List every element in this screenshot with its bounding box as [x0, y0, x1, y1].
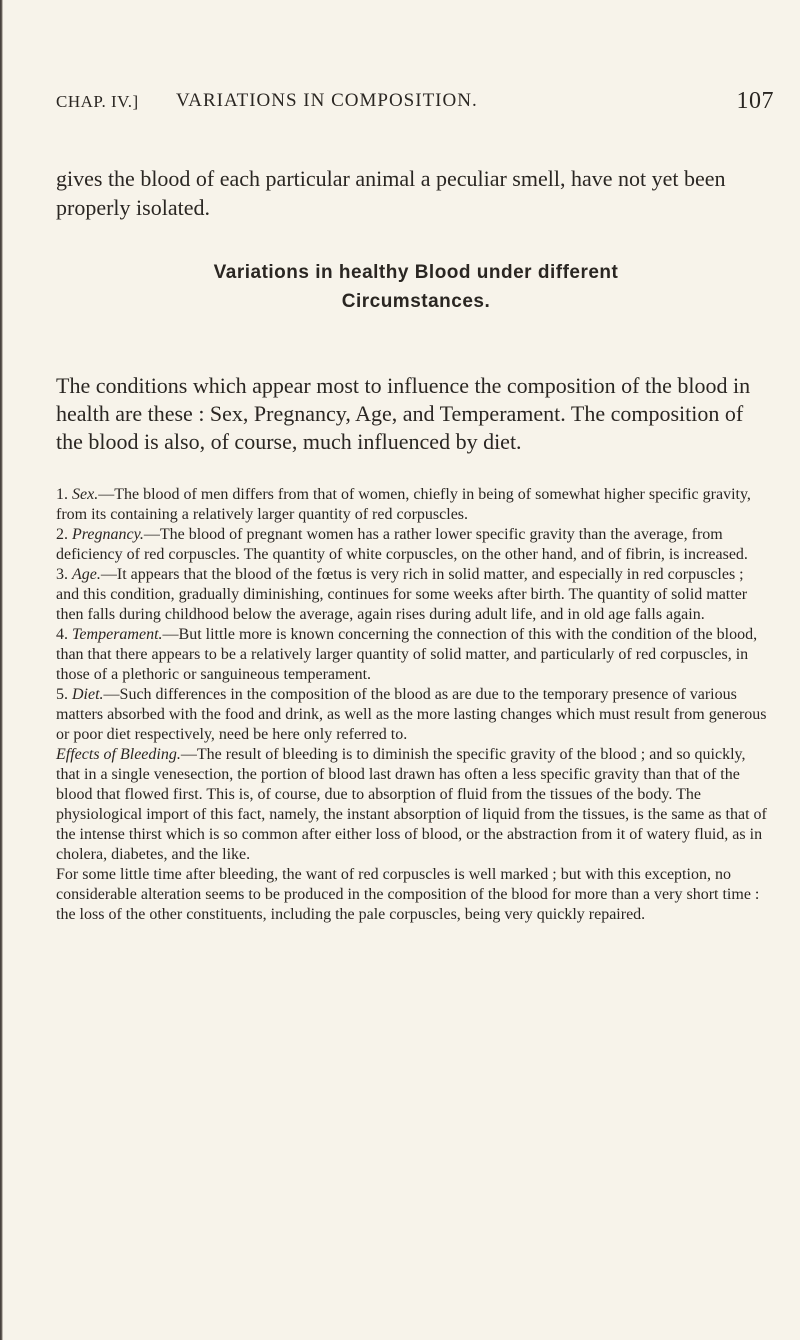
- item-heading: Pregnancy.: [72, 526, 144, 543]
- item-text: —The blood of pregnant women has a rather lower specific gravity than the average, from deficiency of red corpuscles. The quantity of white corpuscles, on the other hand, and of fibrin, is increased.: [56, 526, 748, 563]
- item-text: For some little time after bleeding, the want of red corpuscles is well marked ; but with this exception, no considerable alteration seems to be produced in the composition of the blood for more than a very short time : the loss of the other constituents, including the pale corpuscles, being very quickly repaired.: [56, 866, 760, 923]
- list-item: [56, 625, 770, 685]
- section-heading-line-2: Circumstances.: [341, 291, 491, 312]
- list-item: [56, 685, 770, 745]
- item-heading: Sex.: [72, 486, 99, 503]
- item-text: —The result of bleeding is to diminish the specific gravity of the blood ; and so quickly, that in a single venesection, the portion of blood last drawn has often a less specific gravity than that of the blood that flowed first. This is, of course, due to absorption of fluid from the tissues of the body. The physiological import of this fact, namely, the instant absorption of liquid from the tissues, is the same as that of the intense thirst which is so common after either loss of blood, or the abstraction from it of watery fluid, as in cholera, diabetes, and the like.: [56, 746, 767, 863]
- item-heading: Age.: [72, 566, 101, 583]
- section-heading-line-1: Variations in healthy Blood under different: [213, 262, 619, 283]
- running-head: [56, 40, 776, 114]
- running-title: VARIATIONS IN COMPOSITION.: [176, 90, 478, 111]
- list-item: [56, 865, 770, 925]
- list-item: [56, 565, 770, 625]
- intro-paragraph: gives the blood of each particular animal a peculiar smell, have not yet been properly isolated.: [56, 166, 726, 220]
- list-item: [56, 525, 770, 565]
- page-edge: [0, 0, 3, 1340]
- section-heading: [56, 258, 776, 316]
- item-number: 1.: [56, 486, 68, 503]
- chapter-label: CHAP. IV.]: [56, 92, 139, 111]
- item-number: 5.: [56, 686, 68, 703]
- page-number: 107: [736, 88, 774, 114]
- item-number: 3.: [56, 566, 68, 583]
- item-text: —But little more is known concerning the connection of this with the condition of the blood, than that there appears to be a relatively larger quantity of solid matter, and particularly of red corpuscles, in those of a plethoric or sanguineous temperament.: [56, 626, 758, 683]
- item-text: —Such differences in the composition of the blood as are due to the temporary presence of various matters absorbed with the food and drink, as well as the more lasting changes which must result from generous or poor diet respectively, need be here only referred to.: [56, 686, 767, 743]
- item-heading: Temperament.: [72, 626, 163, 643]
- item-number: 2.: [56, 526, 68, 543]
- item-heading: Effects of Bleeding.: [56, 746, 181, 763]
- item-heading: Diet.: [72, 686, 104, 703]
- item-text: —It appears that the blood of the fœtus is very rich in solid matter, and especially in red corpuscles ; and this condition, gradually diminishing, continues for some weeks after birth. The quantity of solid matter then falls during childhood below the average, again rises during adult life, and in old age falls again.: [56, 566, 748, 623]
- item-number: 4.: [56, 626, 68, 643]
- item-list: [56, 485, 770, 925]
- lead-paragraph: The conditions which appear most to influence the composition of the blood in health are these : Sex, Pregnancy, Age, and Temperament. The composition of the blood is also, of course, much influenced by diet.: [56, 373, 751, 454]
- list-item: [56, 485, 770, 525]
- item-text: —The blood of men differs from that of women, chiefly in being of somewhat higher specific gravity, from its containing a relatively larger quantity of red corpuscles.: [56, 486, 751, 523]
- book-page: [56, 0, 776, 923]
- list-item: [56, 745, 770, 865]
